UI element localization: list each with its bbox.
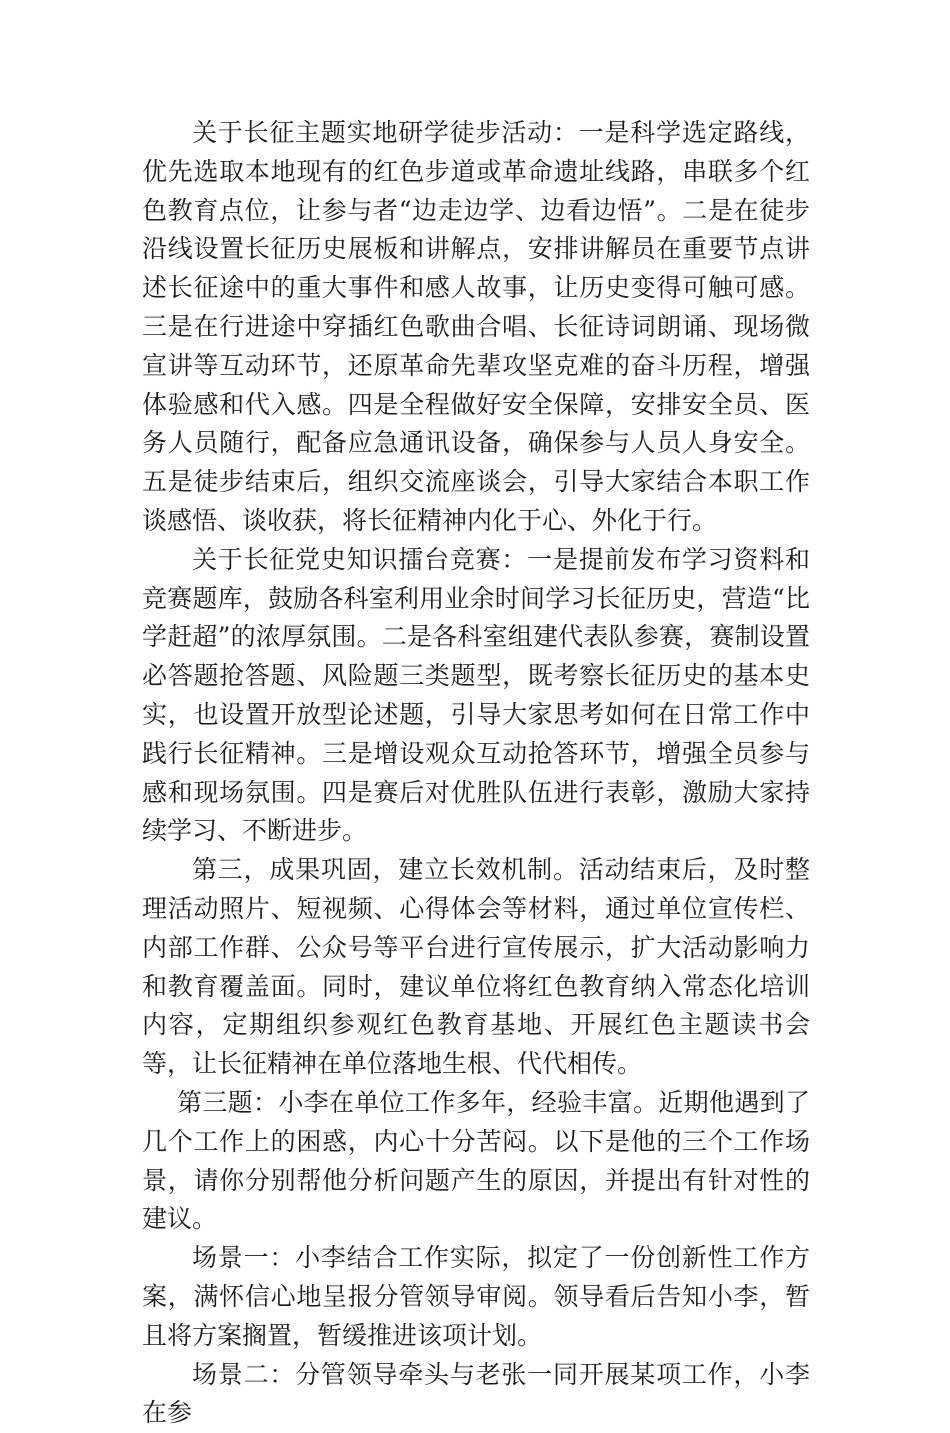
paragraph-scenario-two: 场景二：分管领导牵头与老张一同开展某项工作，小李在参 bbox=[142, 1356, 810, 1433]
paragraph-scenario-one: 场景一：小李结合工作实际，拟定了一份创新性工作方案，满怀信心地呈报分管领导审阅。领导看后告知小李，暂且将方案搁置，暂缓推进该项计划。 bbox=[142, 1239, 810, 1355]
paragraph-consolidation: 第三，成果巩固，建立长效机制。活动结束后，及时整理活动照片、短视频、心得体会等材料，通过单位宣传栏、内部工作群、公众号等平台进行宣传展示，扩大活动影响力和教育覆盖面。同时，建议单位将红色教育纳入常态化培训内容，定期组织参观红色教育基地、开展红色主题读书会等，让长征精神在单位落地生根、代代相传。 bbox=[142, 851, 810, 1084]
document-page bbox=[142, 114, 810, 1433]
paragraph-quiz-competition: 关于长征党史知识擂台竞赛：一是提前发布学习资料和竞赛题库，鼓励各科室利用业余时间学习长征历史，营造“比学赶超”的浓厚氛围。二是各科室组建代表队参赛，赛制设置必答题抢答题、风险题三类题型，既考察长征历史的基本史实，也设置开放型论述题，引导大家思考如何在日常工作中践行长征精神。三是增设观众互动抢答环节，增强全员参与感和现场氛围。四是赛后对优胜队伍进行表彰，激励大家持续学习、不断进步。 bbox=[142, 541, 810, 851]
paragraph-question-three: 第三题：小李在单位工作多年，经验丰富。近期他遇到了几个工作上的困惑，内心十分苦闷。以下是他的三个工作场景，请你分别帮他分析问题产生的原因，并提出有针对性的建议。 bbox=[142, 1084, 810, 1239]
paragraph-hiking-activity: 关于长征主题实地研学徒步活动：一是科学选定路线，优先选取本地现有的红色步道或革命遗址线路，串联多个红色教育点位，让参与者“边走边学、边看边悟”。二是在徒步沿线设置长征历史展板和讲解点，安排讲解员在重要节点讲述长征途中的重大事件和感人故事，让历史变得可触可感。三是在行进途中穿插红色歌曲合唱、长征诗词朗诵、现场微宣讲等互动环节，还原革命先辈攻坚克难的奋斗历程，增强体验感和代入感。四是全程做好安全保障，安排安全员、医务人员随行，配备应急通讯设备，确保参与人员人身安全。五是徒步结束后，组织交流座谈会，引导大家结合本职工作谈感悟、谈收获，将长征精神内化于心、外化于行。 bbox=[142, 114, 810, 541]
